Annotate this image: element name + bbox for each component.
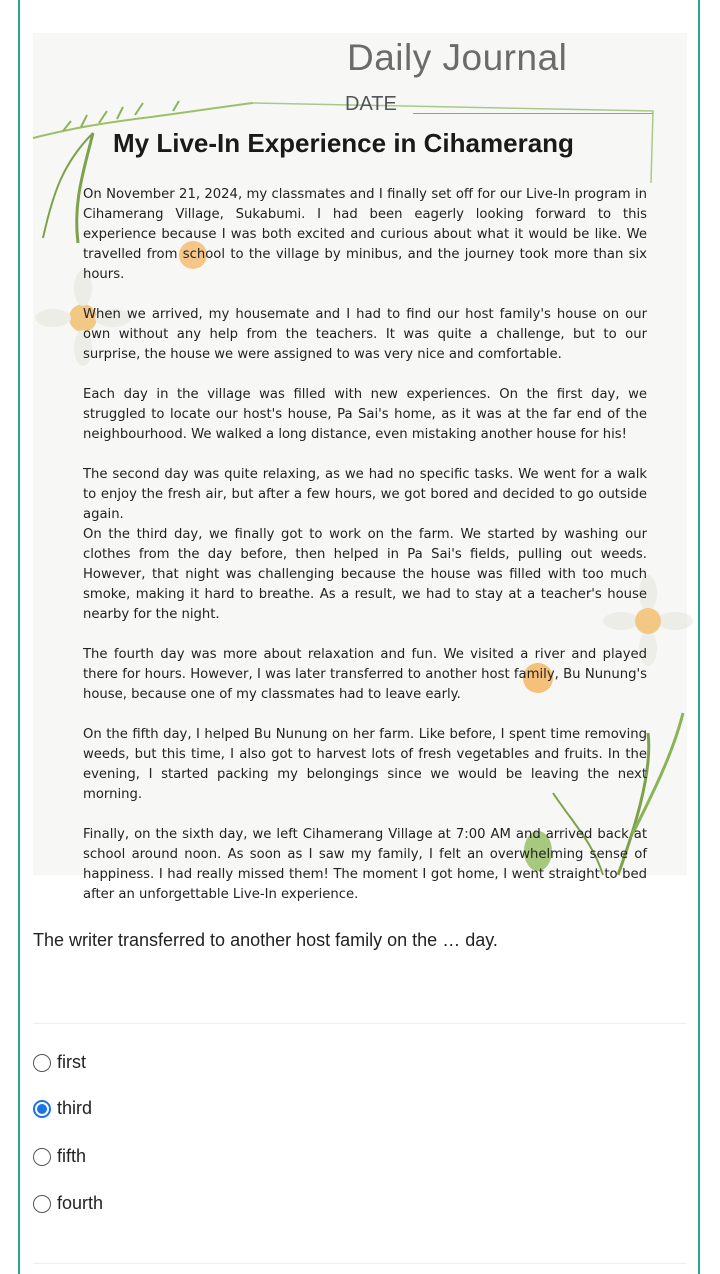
journal-paragraph: On the third day, we finally got to work on the farm. We started by washing our clothes from the day before, then helped in Pa Sai's fields, pulling out weeds. However, that night was challenging because the house was filled with too much smoke, making it hard to breathe. As a result, we had to stay at a teacher's house nearby for the night. <box>83 527 647 622</box>
journal-paragraph: On the fifth day, I helped Bu Nunung on her farm. Like before, I spent time removing weeds, but this time, I also got to harvest lots of fresh vegetables and fruits. In the evening, I started packing my belongings since we would be leaving the next morning. <box>83 727 647 802</box>
option-fourth[interactable] <box>33 1193 103 1214</box>
journal-paragraph: The fourth day was more about relaxation and fun. We visited a river and played there for hours. However, I was later transferred to another host family, Bu Nunung's house, because one of my classmates had to leave early. <box>83 647 647 702</box>
journal-header: Daily Journal <box>347 37 568 78</box>
journal-date-label: DATE <box>345 93 397 115</box>
journal-image <box>33 33 687 902</box>
option-third[interactable] <box>33 1098 92 1119</box>
journal-title: My Live-In Experience in Cihamerang <box>113 128 574 158</box>
question-text: The writer transferred to another host family on the … day. <box>33 930 498 950</box>
journal-paragraph: On November 21, 2024, my classmates and I finally set off for our Live-In program in Cihamerang Village, Sukabumi. I had been eagerly looking forward to this experience because I was both excited and curious about what it would be like. We travelled from school to the village by minibus, and the journey took more than six hours. <box>83 187 647 282</box>
journal-paragraph: Finally, on the sixth day, we left Cihamerang Village at 7:00 AM and arrived back at school around noon. As soon as I saw my family, I felt an overwhelming sense of happiness. I had really missed them! The moment I got home, I went straight to bed after an unforgettable Live-In experience. <box>83 827 647 902</box>
option-label: fourth <box>57 1193 104 1213</box>
option-label: third <box>57 1098 93 1118</box>
date-line <box>413 113 653 114</box>
option-fifth[interactable] <box>33 1146 86 1167</box>
radio-button[interactable] <box>33 1195 51 1213</box>
journal-body <box>83 185 647 925</box>
journal-paragraph: Each day in the village was filled with new experiences. On the first day, we struggled to locate our host's house, Pa Sai's home, as it was at the far end of the neighbourhood. We walked a long distance, even mistaking another house for his! <box>83 387 647 442</box>
divider <box>33 1023 687 1024</box>
radio-button[interactable] <box>33 1054 51 1072</box>
radio-button-selected[interactable] <box>33 1100 51 1118</box>
option-label: fifth <box>57 1146 87 1166</box>
option-label: first <box>57 1052 86 1072</box>
radio-button[interactable] <box>33 1148 51 1166</box>
option-first[interactable] <box>33 1052 86 1073</box>
journal-paragraph: When we arrived, my housemate and I had to find our host family's house on our own without any help from the teachers. It was quite a challenge, but to our surprise, the house we were assigned to was very nice and comfortable. <box>83 307 647 362</box>
journal-paragraph: The second day was quite relaxing, as we had no specific tasks. We went for a walk to enjoy the fresh air, but after a few hours, we got bored and decided to go outside again. <box>83 467 647 522</box>
bottom-divider <box>33 1263 687 1264</box>
